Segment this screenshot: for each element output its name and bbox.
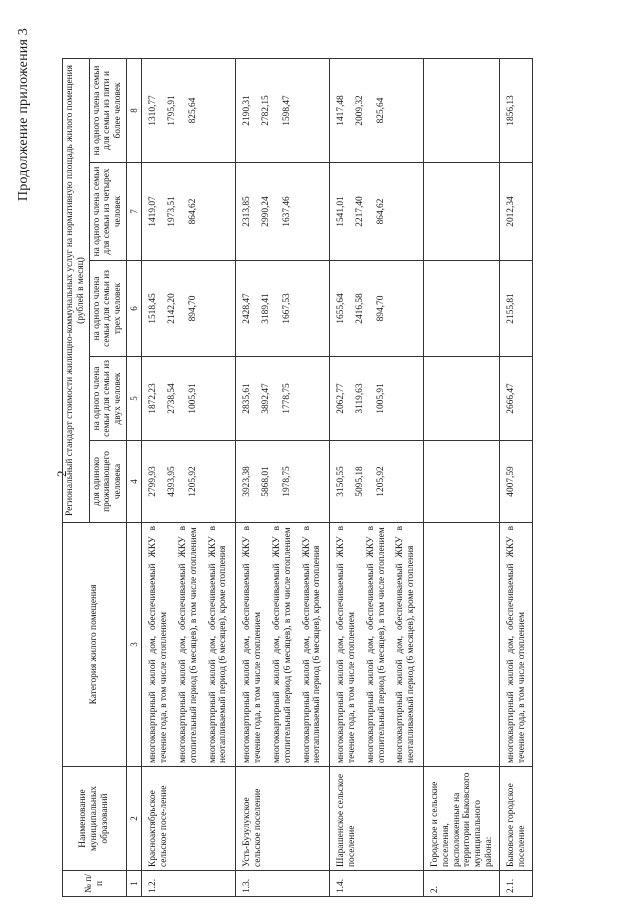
category-cell [142,523,236,767]
value-cell-col5 [142,357,236,441]
value: 1667,53 [281,293,292,324]
value: 2428,47 [242,293,253,324]
value: 1518,45 [148,293,159,324]
value-cell-col7 [330,163,424,261]
row-number: 1.2. [142,871,236,897]
value-cell-col6 [236,261,330,357]
header-number: 1 [127,871,142,897]
value: 2799,93 [148,466,159,497]
value: 3150,55 [336,466,347,497]
value-cell-col4 [142,441,236,523]
category-text: многоквартирный жилой дом, обеспечиваемый ЖКУ в отопительный период (6 месяцев), в том числе отоплением [178,526,199,763]
header-number: 5 [127,357,142,441]
header-category: Категория жилого помещения [63,523,127,767]
value-cell-col6 [330,261,424,357]
header-number: 8 [127,59,142,163]
value: 1795,91 [167,95,178,126]
value: 3892,47 [261,383,272,414]
value: 1856,13 [499,59,532,163]
value-cell-col4 [330,441,424,523]
value-cell-col7 [142,163,236,261]
value-cell-col8 [236,59,330,163]
value: 1637,46 [281,196,292,227]
table-row [142,59,236,897]
row-number: 2.1. [499,871,532,897]
empty-cell [424,261,500,357]
value: 894,70 [188,295,199,322]
header-number: 6 [127,261,142,357]
value: 2012,34 [499,163,532,261]
empty-cell [424,357,500,441]
value: 2313,85 [242,196,253,227]
section-name: Городское и сельские поселения, расположенные на территории Быковского муниципального района: [424,767,500,871]
table-row [236,59,330,897]
value: 825,64 [188,97,199,124]
value: 1973,51 [167,196,178,227]
value: 5868,01 [261,466,272,497]
header-standard-group: Региональный стандарт стоимости жилищно-коммунальных услуг на нормативную площадь жилого помещения (рублей в месяц) [63,59,90,523]
table-row [424,59,500,897]
empty-cell [424,59,500,163]
category-cell [330,523,424,767]
value: 2416,58 [354,293,365,324]
value: 894,70 [375,295,386,322]
value: 1310,77 [148,95,159,126]
header-number: 3 [127,523,142,767]
standard-cost-table [62,58,533,897]
empty-cell [424,523,500,767]
value: 1778,75 [281,383,292,414]
value: 1005,91 [188,383,199,414]
value: 2217,40 [354,196,365,227]
value: 1205,92 [188,466,199,497]
header-col-6: на одного члена семьи для семьи из трех человек [89,261,126,357]
header-col-8: на одного члена семьи для семьи из пяти и более человек [89,59,126,163]
header-col-4: для одиноко проживающего человека [89,441,126,523]
value: 1205,92 [375,466,386,497]
category-text: многоквартирный жилой дом, обеспечиваемый ЖКУ в отопительный период (6 месяцев), в том числе отоплением [365,526,387,763]
category-text: многоквартирный жилой дом, обеспечиваемый ЖКУ в неотапливаемый период (6 месяцев), кроме отопления [207,526,229,763]
row-number: 1.4. [330,871,424,897]
table-row [499,59,532,897]
empty-cell [424,441,500,523]
value: 2142,20 [167,293,178,324]
category-text: многоквартирный жилой дом, обеспечиваемый ЖКУ в неотапливаемый период (6 месяцев), кроме отопления [395,526,417,763]
value: 3119,63 [354,383,365,414]
municipality-name: Усть-Бузулукское сельское поселение [236,767,330,871]
empty-cell [424,163,500,261]
value: 1005,91 [375,383,386,414]
row-number: 2. [424,871,500,897]
value: 2835,61 [242,383,253,414]
municipality-name: Шарашенское сельское поселение [330,767,424,871]
category-cell [236,523,330,767]
header-number: 4 [127,441,142,523]
value-cell-col6 [142,261,236,357]
value: 3923,38 [242,466,253,497]
header-name: Наименование муниципальных образований [63,767,127,871]
category-text: многоквартирный жилой дом, обеспечиваемый ЖКУ в течение года, в том числе отоплением [148,526,170,763]
table-row [330,59,424,897]
header-col-7: на одного члена семьи для семьи из четырех человек [89,163,126,261]
value: 2990,24 [261,196,272,227]
value-cell-col5 [236,357,330,441]
value: 1655,64 [336,293,347,324]
row-number: 1.3. [236,871,330,897]
value: 1598,47 [281,95,292,126]
value: 864,62 [375,198,386,225]
value: 2009,32 [354,95,365,126]
header-number: 2 [127,767,142,871]
municipality-name: Быковское городское поселение [499,767,532,871]
value: 2190,31 [242,95,253,126]
municipality-name: Красноактябрьское сельское посе-ление [142,767,236,871]
category-text: многоквартирный жилой дом, обеспечиваемый ЖКУ в отопительный период (6 месяцев), в том числе отоплением [271,526,293,763]
value: 1417,48 [336,95,347,126]
value: 2062,77 [336,383,347,414]
category-text: многоквартирный жилой дом, обеспечиваемый ЖКУ в течение года, в том числе отоплением [336,526,357,763]
value: 1419,07 [148,196,159,227]
value-cell-col5 [330,357,424,441]
value: 2738,54 [167,383,178,414]
value: 2782,15 [261,95,272,126]
value: 1541,01 [336,196,347,227]
value-cell-col8 [142,59,236,163]
value: 864,62 [188,198,199,225]
value: 1978,75 [281,466,292,497]
value: 4393,95 [167,466,178,497]
value-cell-col7 [236,163,330,261]
value: 2666,47 [499,357,532,441]
appendix-title: Продолжение приложения 3 [16,28,31,202]
value-cell-col8 [330,59,424,163]
value: 3189,41 [261,293,272,324]
header-number: 7 [127,163,142,261]
value: 825,64 [375,97,386,124]
category-text: многоквартирный жилой дом, обеспечиваемый ЖКУ в течение года, в том числе отоплением [242,526,264,763]
value: 1872,23 [148,383,159,414]
value: 4007,59 [499,441,532,523]
page-number: 2 [54,470,69,477]
header-col-5: на одного члена семьи для семьи из двух человек [89,357,126,441]
category-text: многоквартирный жилой дом, обеспечиваемый ЖКУ в неотапливаемый период (6 месяцев), кроме отопления [301,526,323,763]
value: 2155,81 [499,261,532,357]
header-no: № п/п [63,871,127,897]
value-cell-col4 [236,441,330,523]
category-text: многоквартирный жилой дом, обеспечиваемый ЖКУ в течение года, в том числе отоплением [499,523,532,767]
value: 5095,18 [354,466,365,497]
